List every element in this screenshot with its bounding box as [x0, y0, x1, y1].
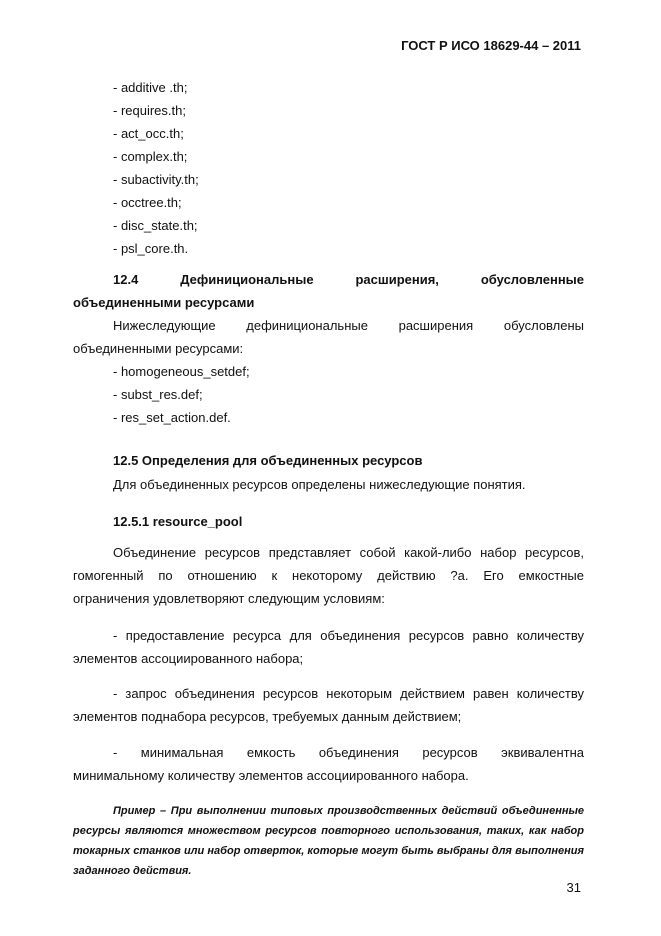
document-header: ГОСТ Р ИСО 18629-44 – 2011 [401, 38, 581, 53]
section-12-5-1-paragraph: Объединение ресурсов представляет собой какой-либо набор ресурсов, [113, 545, 584, 560]
list-item: - subst_res.def; [113, 387, 203, 402]
section-12-4-paragraph-cont: объединенными ресурсами: [73, 341, 244, 356]
list-item: - res_set_action.def. [113, 410, 231, 425]
section-12-5-1-title: 12.5.1 resource_pool [113, 514, 243, 529]
section-12-5-paragraph: Для объединенных ресурсов определены нижеследующие понятия. [113, 477, 526, 492]
list-item: - subactivity.th; [113, 172, 199, 187]
condition-1: - предоставление ресурса для объединения ресурсов равно количеству [113, 628, 584, 643]
list-item: - additive .th; [113, 80, 188, 95]
example-note [73, 801, 584, 881]
condition-2-cont: элементов поднабора ресурсов, требуемых данным действием; [73, 709, 462, 724]
list-item: - homogeneous_setdef; [113, 364, 250, 379]
page-number: 31 [566, 880, 581, 895]
list-item: - disc_state.th; [113, 218, 198, 233]
condition-3: - минимальная емкость объединения ресурсов эквивалентна [113, 745, 584, 760]
list-item: - psl_core.th. [113, 241, 189, 256]
list-item: - occtree.th; [113, 195, 182, 210]
section-12-4-title: 12.4 Дефинициональные расширения, обусловленные [113, 272, 584, 287]
list-item: - act_occ.th; [113, 126, 184, 141]
list-item: - complex.th; [113, 149, 188, 164]
list-item: - requires.th; [113, 103, 186, 118]
example-note-text: Пример – При выполнении типовых производственных действий объединенные ресурсы являются множеством ресурсов повторного использования, таких, как набор токарных станков или набор отверток, которые могут быть выбраны для выполнения заданного действия. [73, 805, 584, 877]
condition-3-cont: минимальному количеству элементов ассоциированного набора. [73, 768, 469, 783]
section-12-5-title: 12.5 Определения для объединенных ресурсов [113, 453, 423, 468]
condition-1-cont: элементов ассоциированного набора; [73, 651, 304, 666]
section-12-4-paragraph: Нижеследующие дефинициональные расширения обусловлены [113, 318, 584, 333]
section-12-5-1-paragraph-cont: гомогенный по отношению к некоторому действию ?a. Его емкостные [73, 568, 584, 583]
section-12-4-title-cont: объединенными ресурсами [73, 295, 255, 310]
condition-2: - запрос объединения ресурсов некоторым действием равен количеству [113, 686, 584, 701]
section-12-5-1-paragraph-end: ограничения удовлетворяют следующим условиям: [73, 591, 385, 606]
